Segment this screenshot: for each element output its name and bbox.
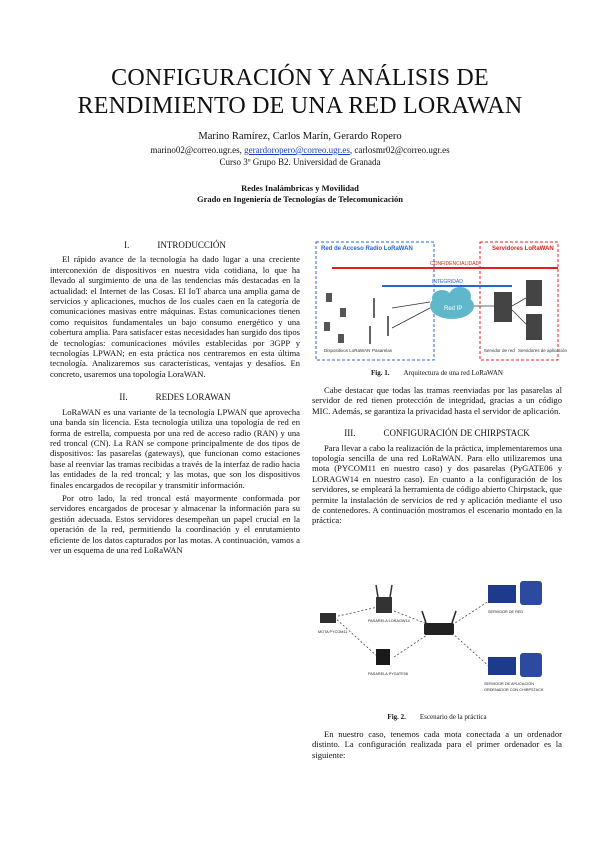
router-icon <box>424 623 454 635</box>
paper-title: CONFIGURACIÓN Y ANÁLISIS DE RENDIMIENTO DE UNA RED LORAWAN <box>77 65 523 119</box>
cloud-label: Red IP <box>444 306 463 312</box>
gateways-label: Pasarelas <box>372 348 393 353</box>
fig2-gateway-a-label: PASARELA LORAGW14 <box>368 619 410 623</box>
fig2-pc-label: ORDENADOR CON CHIRPSTACK <box>484 688 544 692</box>
ran-title: Red de Acceso Radio LoRaWAN <box>321 246 413 252</box>
network-server-label: Servidor de red <box>484 348 515 353</box>
figure-1 <box>312 238 568 366</box>
degree-name: Grado en Ingeniería de Tecnologías de Telecomunicación <box>197 194 403 204</box>
course-subject: Redes Inalámbricas y Movilidad <box>241 183 359 193</box>
right-column-bottom <box>312 729 562 760</box>
lorawan-devices-icon <box>324 293 346 343</box>
chirpstack-paragraph: Para llevar a cabo la realización de la práctica, implementaremos una topología sencilla de una red LoRaWAN. Para ello utilizaremos una mota (PYCOM11 en nuestro caso) y dos pasarelas (PyGATE06 y LORAGW14 en nuestro caso). En cuanto a la configuración de los servidores, se empleará la herramienta de código abierto Chirpstack, que permite la instalación de servicios de red y aplicación mediante el uso de contenedores. A continuación mostramos el escenario montado en la práctica: <box>312 442 562 526</box>
left-column <box>50 240 300 555</box>
network-server-icon <box>494 292 512 322</box>
figure-2 <box>312 577 562 705</box>
lorawan-paragraph-2: Por otro lado, la red troncal está mayormente conformada por servidores encargados de procesar y almacenar la información para su gestión adecuada. Estos servidores desempeñan un papel crucial en la operación de la red, permitiendo la coordinación y el enrutamiento eficiente de los datos capturados por las motas. A continuación, vamos a ver un esquema de una red LoRaWAN <box>50 492 300 555</box>
fig2-mota-label: MOTA PYCOM11 <box>318 630 348 634</box>
affiliation: Curso 3º Grupo B2. Universidad de Granada <box>219 157 381 167</box>
app-server-label: Servidores de aplicación <box>518 348 568 353</box>
figure-1-caption: Fig. 1. Arquitectura de una red LoRaWAN <box>370 369 503 377</box>
author-emails: marino02@correo.ugr.es, gerardoropero@correo.ugr.es, carlosmr02@correo.ugr.es <box>150 145 450 155</box>
fig2-app-label: SERVIDOR DE APLICACIÓN <box>484 682 534 686</box>
app-server-icon-1 <box>526 280 542 306</box>
integrity-label: INTEGRIDAD <box>432 279 463 285</box>
app-server-icon-2 <box>526 314 542 340</box>
ran-box <box>316 242 434 360</box>
course-info <box>0 183 600 205</box>
servers-title: Servidores LoRaWAN <box>492 246 554 252</box>
figure-2-caption: Fig. 2. Escenario de la práctica <box>387 713 487 721</box>
servers-box <box>480 242 558 360</box>
section-heading-chirpstack: III. CONFIGURACIÓN DE CHIRPSTACK <box>344 428 530 439</box>
integrity-paragraph: Cabe destacar que todas las tramas reenviadas por las pasarelas al servidor de red tienen protección de integridad, gracias a un código MIC. Además, se garantiza la privacidad hasta el servidor de aplicación. <box>312 385 562 416</box>
fig2-server-label: SERVIDOR DE RED <box>488 610 524 614</box>
fig2-gateway-b-label: PASARELA PYGATE06 <box>368 672 408 676</box>
gateway-antenna-icons <box>370 298 388 344</box>
authors: Marino Ramírez, Carlos Marín, Gerardo Ropero <box>198 131 402 142</box>
intro-paragraph: El rápido avance de la tecnología ha dado lugar a una creciente interconexión de dispositivos en nuestra vida cotidiana, lo que ha llevado al surgimiento de una de las tendencias más destacadas en la actualidad: el Internet de las Cosas. El IoT abarca una amplia gama de servicios y aplicaciones, muchos de los cuales caen en la categoría de comunicaciones masivas entre máquinas. Estas comunicaciones tienen como requisitos fundamentales un bajo consumo energético y una cobertura amplia. Para satisfacer estas necesidades han surgido dos tipos de tecnologías: comunicaciones móviles establecidas por 3GPP y tecnologías LPWAN; en esta práctica nos centraremos en esta última tecnología. Analizaremos sus características, ventajas y desafíos. En concreto, usaremos una topología LoraWAN. <box>50 254 300 379</box>
configuration-paragraph: En nuestro caso, tenemos cada mota conectada a un ordenador distinto. La configuración realizada para el primer ordenador es la siguiente: <box>312 729 562 760</box>
gateway-pygate06-icon <box>376 649 390 665</box>
section-heading-redes-lorawan: II. REDES LORAWAN <box>119 392 231 403</box>
mota-device-icon <box>320 613 336 623</box>
section-heading-introduccion: I. INTRODUCCIÓN <box>124 240 226 250</box>
confidentiality-label: CONFIDENCIALIDAD <box>430 261 480 267</box>
network-server-pc-icon <box>488 585 516 603</box>
email-marino: marino02@correo.ugr.es <box>150 145 240 155</box>
app-server-pc-icon <box>488 657 516 675</box>
email-carlos: carlosmr02@correo.ugr.es <box>354 145 450 155</box>
devices-label: Dispositivos LoRaWAN <box>324 348 371 353</box>
lorawan-paragraph-1: LoRaWAN es una variante de la tecnología LPWAN que aprovecha una banda sin licencia. Esta tecnología utiliza una topología de red en forma de estrella, compuesta por una red de acceso radio (RAN) y una red troncal (CN). La RAN se compone principalmente de dos tipos de dispositivos: las pasarelas (gateways), que funcionan como estaciones base al reenviar las tramas recibidas a través de la interfaz de radio hacia las entidades de la red troncal; y las motas, que son los dispositivos finales encargados de recopilar y transmitir información. <box>50 406 300 490</box>
email-gerardo-link[interactable]: gerardoropero@correo.ugr.es <box>244 145 350 155</box>
right-column <box>312 385 562 526</box>
gateway-loragw14-icon <box>376 597 392 613</box>
